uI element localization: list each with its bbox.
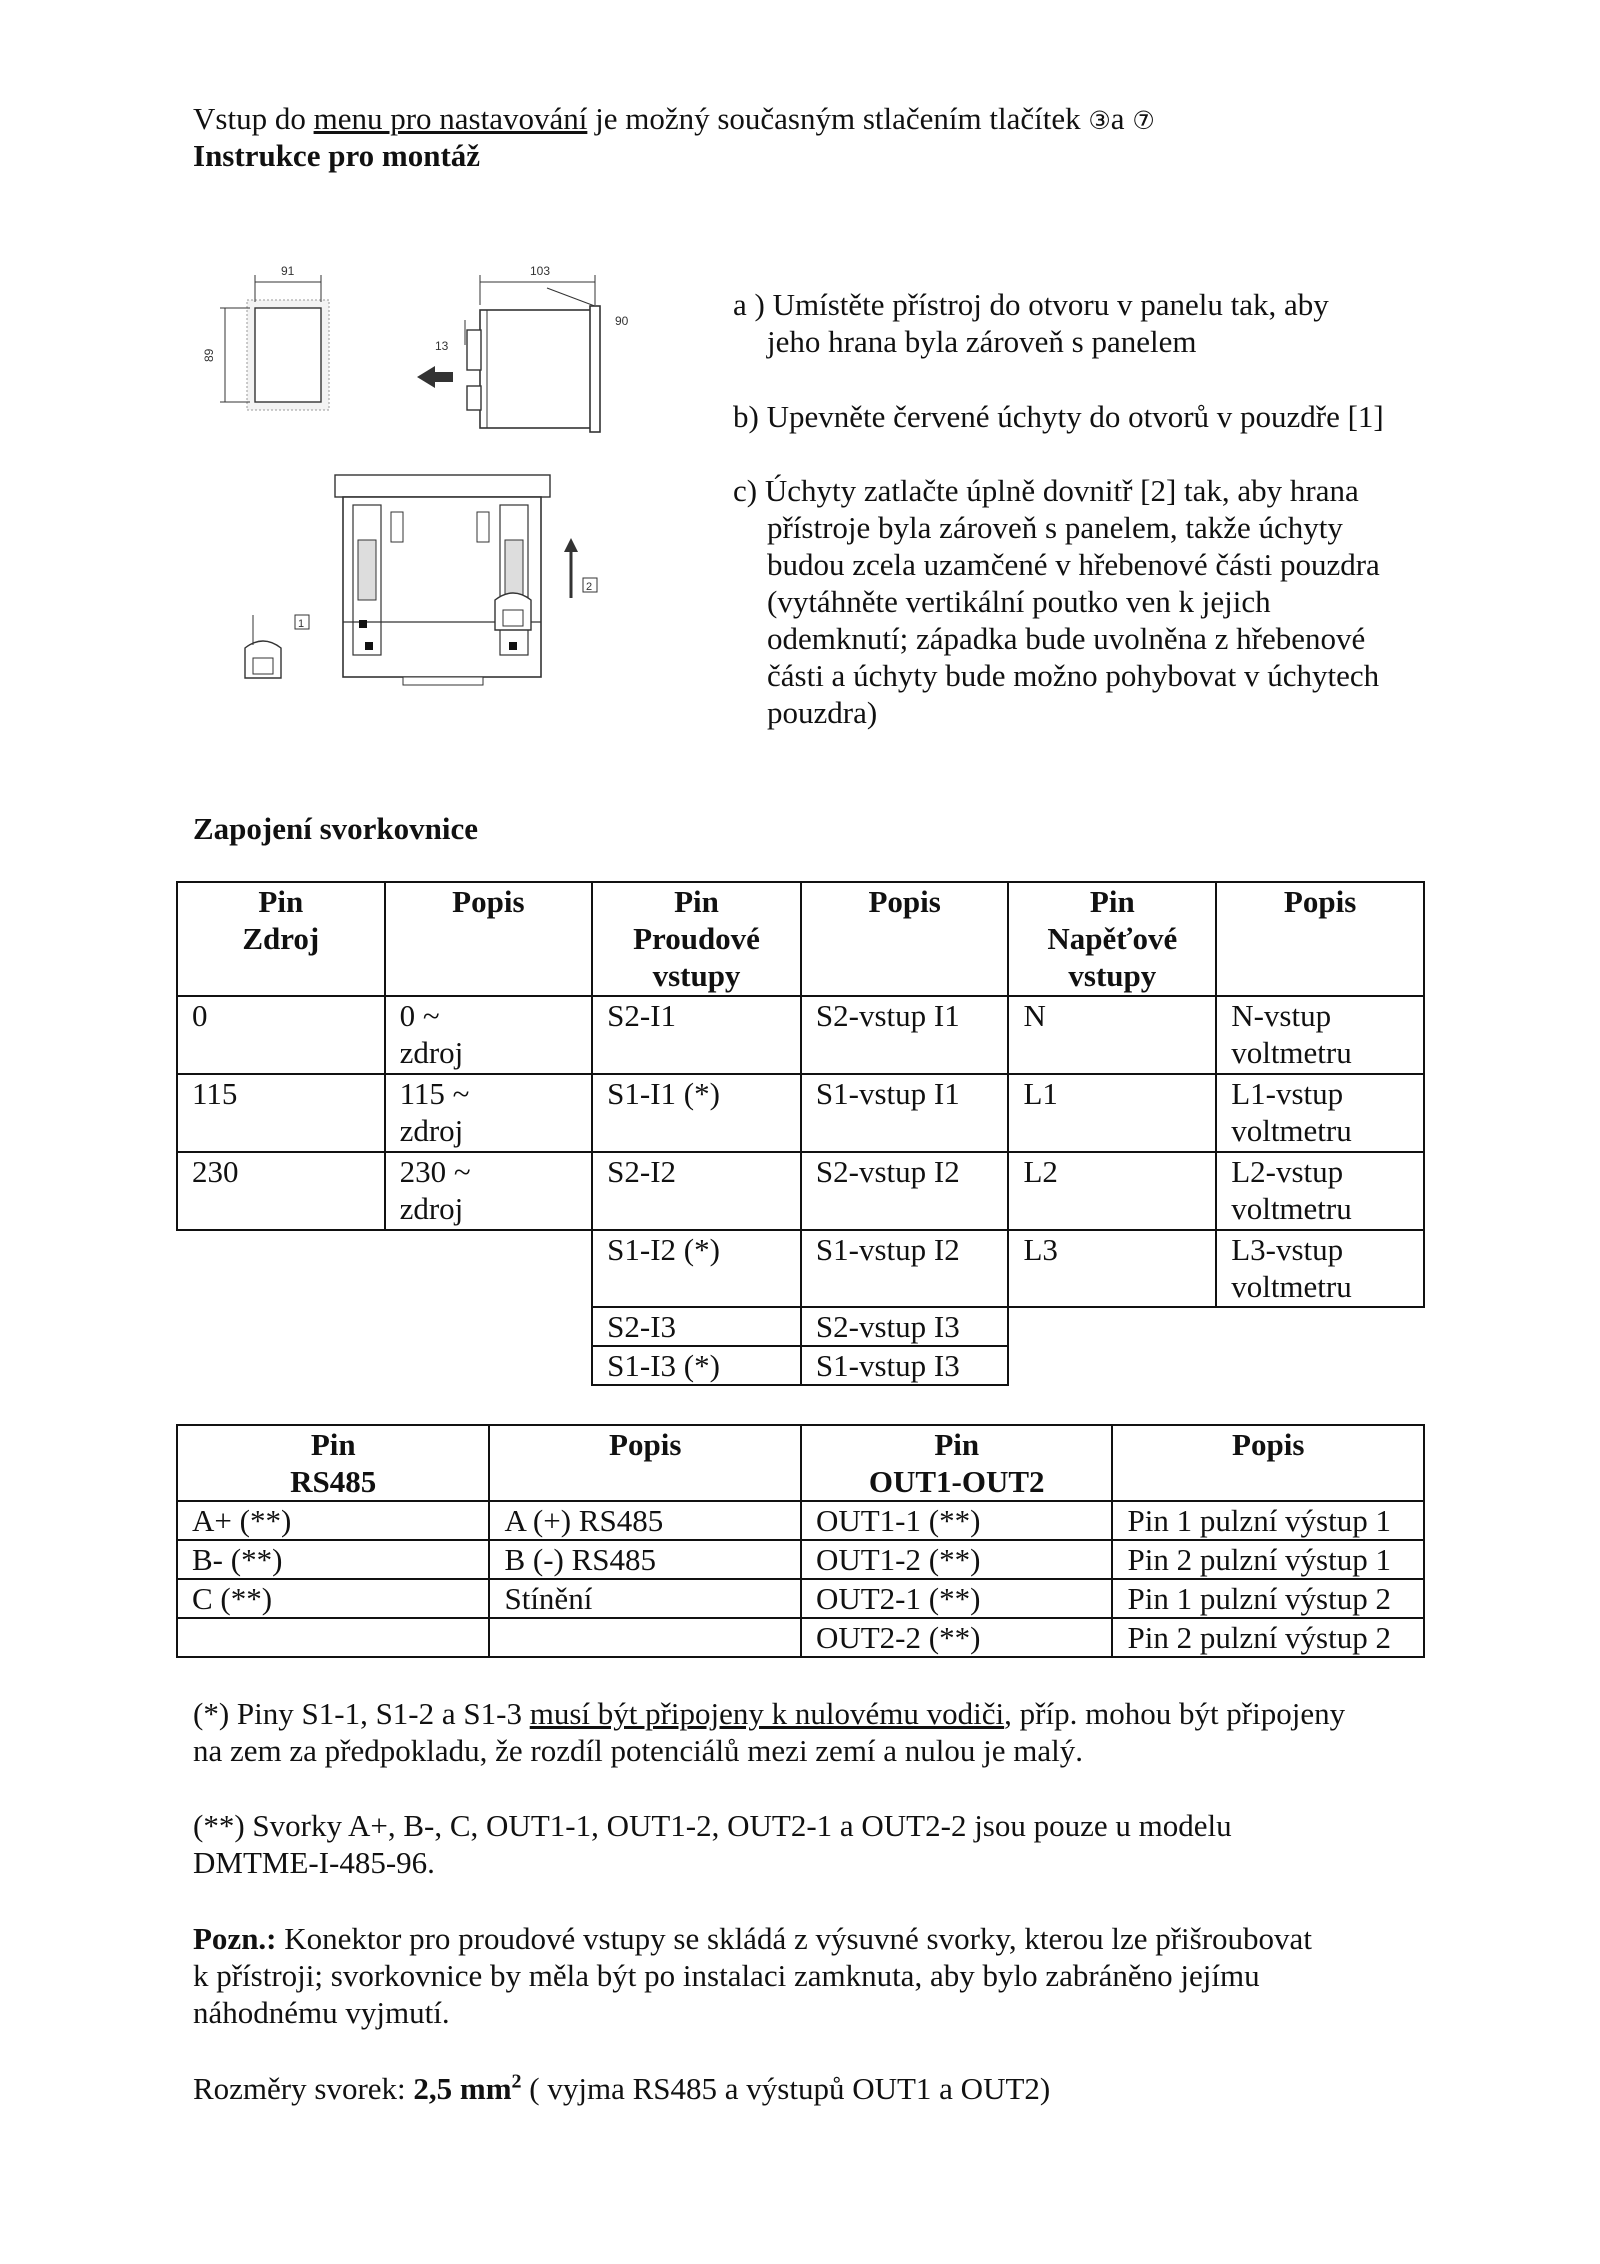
push-arrow-icon [564,538,578,552]
angle-90: 90 [615,314,629,328]
cell-empty [177,1307,385,1346]
note1-prefix: (*) Piny S1-1, S1-2 a S1-3 [193,1696,530,1731]
table-header-row [177,882,1424,996]
table-row [177,1540,1424,1579]
side-view-figure [417,264,629,432]
header-pin-out: Pin OUT1-OUT2 [801,1425,1113,1501]
cell-popis-out: Pin 1 pulzní výstup 2 [1112,1579,1424,1618]
header-popis-proudove: Popis [801,882,1009,996]
cell-pin-u: N [1008,996,1216,1074]
cell-pin-i: S1-I2 (*) [592,1230,801,1307]
note3-line3: náhodnému vyjmutí. [193,1995,450,2030]
cell-popis-i: S1-vstup I1 [801,1074,1009,1152]
cell-empty [177,1346,385,1385]
callout-2: 2 [586,581,593,593]
dim-91: 91 [281,264,295,278]
table-row [177,1618,1424,1657]
cell-popis-zdroj: 230 ~ zdroj [385,1152,593,1230]
note3-line2: k přístroji; svorkovnice by měla být po instalaci zamknuta, aby bylo zabráněno jejímu [193,1958,1260,1993]
cell-pin-out: OUT1-2 (**) [801,1540,1113,1579]
cell-empty [1008,1346,1216,1385]
header-popis-zdroj: Popis [385,882,593,996]
insert-arrow-icon [417,366,453,388]
cell-empty [177,1230,385,1307]
instruction-c-line2: přístroje byla zároveň s panelem, takže úchyty [767,510,1343,545]
cell-popis-out: Pin 2 pulzní výstup 1 [1112,1540,1424,1579]
intro-prefix: Vstup do [193,101,314,136]
dim-13: 13 [435,339,449,353]
intro-line [193,100,1155,139]
cell-popis-i: S1-vstup I2 [801,1230,1009,1307]
table-row [177,1501,1424,1540]
cell-pin-u: L1 [1008,1074,1216,1152]
terminal-table-power-inputs [176,881,1425,1386]
cell-popis-out: Pin 2 pulzní výstup 2 [1112,1618,1424,1657]
callout-1: 1 [298,618,305,630]
dim-89: 89 [202,348,216,362]
instruction-c-line6: části a úchyty bude možno pohybovat v úchytech [767,658,1380,693]
cell-popis-zdroj: 115 ~ zdroj [385,1074,593,1152]
cell-popis-i: S2-vstup I2 [801,1152,1009,1230]
cell-pin-out: OUT2-2 (**) [801,1618,1113,1657]
instruction-c-line4: (vytáhněte vertikální poutko ven k jejich [767,584,1271,619]
cell-pin-u: L2 [1008,1152,1216,1230]
cell-pin-i: S2-I3 [592,1307,801,1346]
cell-popis-rs: A (+) RS485 [489,1501,801,1540]
table-header-row [177,1425,1424,1501]
header-popis-napetove: Popis [1216,882,1424,996]
cell-pin-i: S1-I3 (*) [592,1346,801,1385]
cell-empty [385,1307,593,1346]
instruction-b-line1: b) Upevněte červené úchyty do otvorů v pouzdře [1] [733,399,1384,434]
intro-suffix: je možný současným stlačením tlačítek [587,101,1089,136]
instruction-a-line2: jeho hrana byla zároveň s panelem [767,324,1197,359]
cell-pin-zdroj: 0 [177,996,385,1074]
table-row [177,1307,1424,1346]
cell-popis-u: L1-vstup voltmetru [1216,1074,1424,1152]
instruction-c-line7: pouzdra) [767,695,878,730]
note3-label: Pozn.: [193,1921,277,1956]
cell-popis-rs [489,1618,801,1657]
note4-value: 2,5 $mm^2$ [413,2070,522,2106]
note1-suffix: , příp. mohou být připojeny [1004,1696,1346,1731]
note-terminal-size [193,2070,1443,2107]
cell-popis-u: N-vstup voltmetru [1216,996,1424,1074]
header-pin-zdroj: Pin Zdroj [177,882,385,996]
mounting-diagram [195,250,635,700]
header-pin-napetove: Pin Napěťové vstupy [1008,882,1216,996]
cell-popis-i: S2-vstup I3 [801,1307,1009,1346]
cell-popis-u: L3-vstup voltmetru [1216,1230,1424,1307]
note-neutral-wiring [193,1695,1443,1769]
instruction-c [733,472,1433,731]
intro-and: a [1110,101,1133,136]
cell-popis-i: S2-vstup I1 [801,996,1009,1074]
dim-103: 103 [530,264,551,278]
instruction-c-line3: budou zcela uzamčené v hřebenové části pouzdra [767,547,1380,582]
note3-line1: Konektor pro proudové vstupy se skládá z výsuvné svorky, kterou lze přišroubovat [276,1921,1312,1956]
table-row [177,1579,1424,1618]
mount-heading: Instrukce pro montáž [193,138,481,173]
cell-popis-zdroj: 0 ~ zdroj [385,996,593,1074]
note4-prefix: Rozměry svorek: [193,2071,414,2106]
cell-empty [1216,1307,1424,1346]
header-popis-rs485: Popis [489,1425,801,1501]
table-row [177,1074,1424,1152]
cell-popis-u: L2-vstup voltmetru [1216,1152,1424,1230]
cell-empty [385,1230,593,1307]
instruction-a-line1: a ) Umístěte přístroj do otvoru v panelu tak, aby [733,287,1329,322]
cell-empty [1008,1307,1216,1346]
cell-pin-rs: B- (**) [177,1540,489,1579]
table-row [177,996,1424,1074]
note4-suffix: ( vyjma RS485 a výstupů OUT1 a OUT2) [521,2071,1051,2106]
instruction-c-line5: odemknutí; západka bude uvolněna z hřebenové [767,621,1366,656]
button-3-icon: ③ [1088,106,1111,135]
cell-pin-rs: A+ (**) [177,1501,489,1540]
button-7-icon: ⑦ [1132,106,1155,135]
note1-underlined: musí být připojeny k nulovému vodiči [529,1696,1005,1731]
cell-popis-i: S1-vstup I3 [801,1346,1009,1385]
cell-pin-rs [177,1618,489,1657]
header-pin-proudove: Pin Proudové vstupy [592,882,801,996]
cell-pin-rs: C (**) [177,1579,489,1618]
note1-line2: na zem za předpokladu, že rozdíl potenciálů mezi zemí a nulou je malý. [193,1733,1084,1768]
cell-pin-i: S2-I2 [592,1152,801,1230]
note2-line1: (**) Svorky A+, B-, C, OUT1-1, OUT1-2, OUT2-1 a OUT2-2 jsou pouze u modelu [193,1808,1232,1843]
cell-popis-rs: B (-) RS485 [489,1540,801,1579]
table-row [177,1346,1424,1385]
settings-menu-link[interactable]: menu pro nastavování [313,101,588,136]
cell-popis-out: Pin 1 pulzní výstup 1 [1112,1501,1424,1540]
note2-line2: DMTME-I-485-96. [193,1845,435,1880]
cell-empty [385,1346,593,1385]
cell-pin-i: S1-I1 (*) [592,1074,801,1152]
header-pin-rs485: Pin RS485 [177,1425,489,1501]
table-row [177,1152,1424,1230]
note-model-terminals [193,1807,1443,1881]
cell-pin-zdroj: 115 [177,1074,385,1152]
cell-pin-out: OUT1-1 (**) [801,1501,1113,1540]
instruction-b [733,398,1433,435]
instruction-a [733,286,1433,360]
instruction-c-line1: c) Úchyty zatlačte úplně dovnitř [2] tak, aby hrana [733,473,1359,508]
cell-pin-u: L3 [1008,1230,1216,1307]
panel-cutout-figure [202,264,329,410]
terminal-heading: Zapojení svorkovnice [193,811,479,846]
cell-pin-i: S2-I1 [592,996,801,1074]
table-row [177,1230,1424,1307]
note-connector [193,1920,1443,2031]
cell-pin-zdroj: 230 [177,1152,385,1230]
top-view-figure [245,475,597,685]
terminal-table-rs485-outputs [176,1424,1425,1658]
cell-popis-rs: Stínění [489,1579,801,1618]
cell-pin-out: OUT2-1 (**) [801,1579,1113,1618]
cell-empty [1216,1346,1424,1385]
header-popis-out: Popis [1112,1425,1424,1501]
